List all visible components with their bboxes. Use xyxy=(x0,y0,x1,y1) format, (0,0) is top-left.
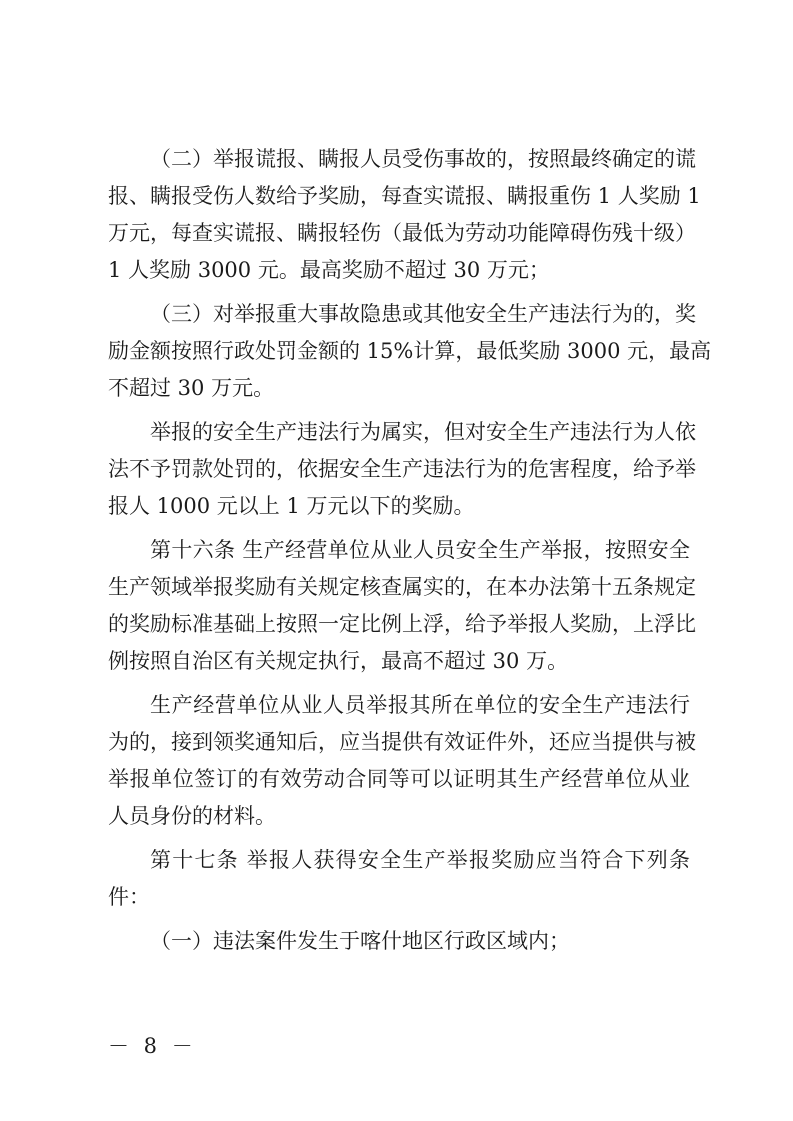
paragraph-reward-hazard-report xyxy=(108,296,712,407)
text-line: 人员身份的材料。 xyxy=(108,804,276,828)
text-line: 举报的安全生产违法行为属实，但对安全生产违法行为人依 xyxy=(150,420,696,444)
paragraph-condition-1 xyxy=(108,923,690,960)
text-line: 万元，每查实谎报、瞒报轻伤（最低为劳动功能障碍伤残十级） xyxy=(108,221,696,245)
text-line: 的奖励标准基础上按照一定比例上浮，给予举报人奖励，上浮比 xyxy=(108,612,696,636)
text-line: 举报单位签订的有效劳动合同等可以证明其生产经营单位从业 xyxy=(108,767,690,791)
text-line: 件： xyxy=(108,885,150,909)
document-body xyxy=(108,141,712,967)
text-line: （一）违法案件发生于喀什地区行政区域内； xyxy=(150,929,570,953)
text-line: 报、瞒报受伤人数给予奖励，每查实谎报、瞒报重伤 1 人奖励 1 xyxy=(108,184,701,208)
text-line: 第十七条 举报人获得安全生产举报奖励应当符合下列条 xyxy=(150,848,690,872)
text-line: 生产经营单位从业人员举报其所在单位的安全生产违法行 xyxy=(150,693,690,717)
text-line: 为的，接到领奖通知后，应当提供有效证件外，还应当提供与被 xyxy=(108,730,696,754)
text-line: 第十六条 生产经营单位从业人员安全生产举报，按照安全 xyxy=(150,538,690,562)
page-number: － 8 － xyxy=(108,1034,197,1058)
paragraph-article-16 xyxy=(108,532,696,680)
text-line: 法不予罚款处罚的，依据安全生产违法行为的危害程度，给予举 xyxy=(108,457,696,481)
paragraph-employee-report xyxy=(108,687,696,835)
text-line: 励金额按照行政处罚金额的 15%计算，最低奖励 3000 元，最高 xyxy=(108,339,712,363)
text-line: 1 人奖励 3000 元。最高奖励不超过 30 万元； xyxy=(108,258,550,282)
paragraph-article-17 xyxy=(108,842,690,916)
text-line: 例按照自治区有关规定执行，最高不超过 30 万。 xyxy=(108,649,569,673)
text-line: （二）举报谎报、瞒报人员受伤事故的，按照最终确定的谎 xyxy=(150,147,696,171)
text-line: 生产领域举报奖励有关规定核查属实的，在本办法第十五条规定 xyxy=(108,575,696,599)
paragraph-reward-false-injury-report xyxy=(108,141,701,289)
text-line: 不超过 30 万元。 xyxy=(108,376,275,400)
text-line: （三）对举报重大事故隐患或其他安全生产违法行为的，奖 xyxy=(150,302,696,326)
paragraph-reward-no-fine xyxy=(108,414,696,525)
text-line: 报人 1000 元以上 1 万元以下的奖励。 xyxy=(108,494,475,518)
